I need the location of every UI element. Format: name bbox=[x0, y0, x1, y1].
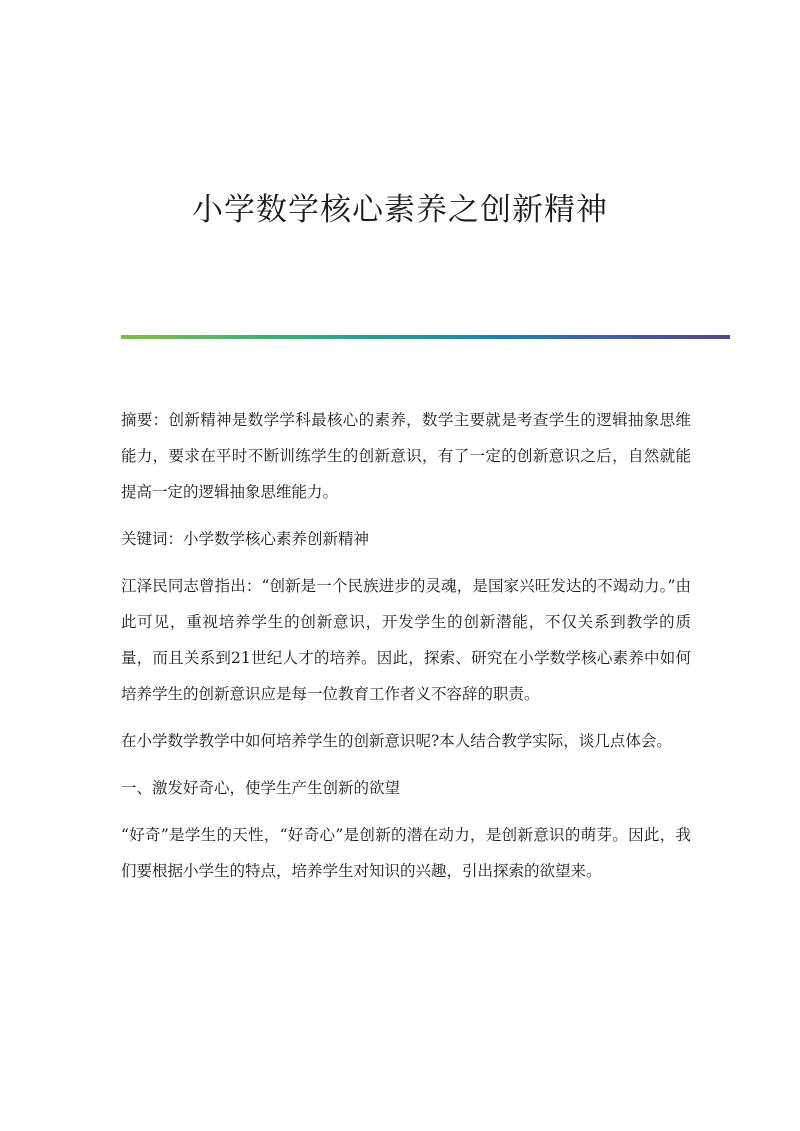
body-paragraph: 在小学数学教学中如何培养学生的创新意识呢?本人结合教学实际，谈几点体会。 bbox=[121, 732, 672, 750]
body-paragraph: “好奇”是学生的天性，“好奇心”是创新的潜在动力，是创新意识的萌芽。因此，我们要根据小学生的特点，培养学生对知识的兴趣，引出探索的欲望来。 bbox=[121, 826, 691, 880]
abstract-paragraph: 摘要：创新精神是数学学科最核心的素养，数学主要就是考查学生的逻辑抽象思维能力，要求在平时不断训练学生的创新意识，有了一定的创新意识之后，自然就能提高一定的逻辑抽象思维能力。 bbox=[121, 411, 691, 501]
keywords-paragraph: 关键词：小学数学核心素养创新精神 bbox=[121, 530, 370, 548]
title-divider bbox=[121, 335, 730, 339]
section-heading: 一、激发好奇心，使学生产生创新的欲望 bbox=[121, 779, 401, 797]
body-paragraph: 江泽民同志曾指出：“创新是一个民族进步的灵魂，是国家兴旺发达的不竭动力。”由此可见，重视培养学生的创新意识，开发学生的创新潜能，不仅关系到教学的质量，而且关系到21世纪人才的培养。因此，探索、研究在小学数学核心素养中如何培养学生的创新意识应是每一位教育工作者义不容辞的职责。 bbox=[121, 577, 691, 703]
document-title: 小学数学核心素养之创新精神 bbox=[192, 192, 608, 228]
document-body bbox=[121, 402, 691, 900]
